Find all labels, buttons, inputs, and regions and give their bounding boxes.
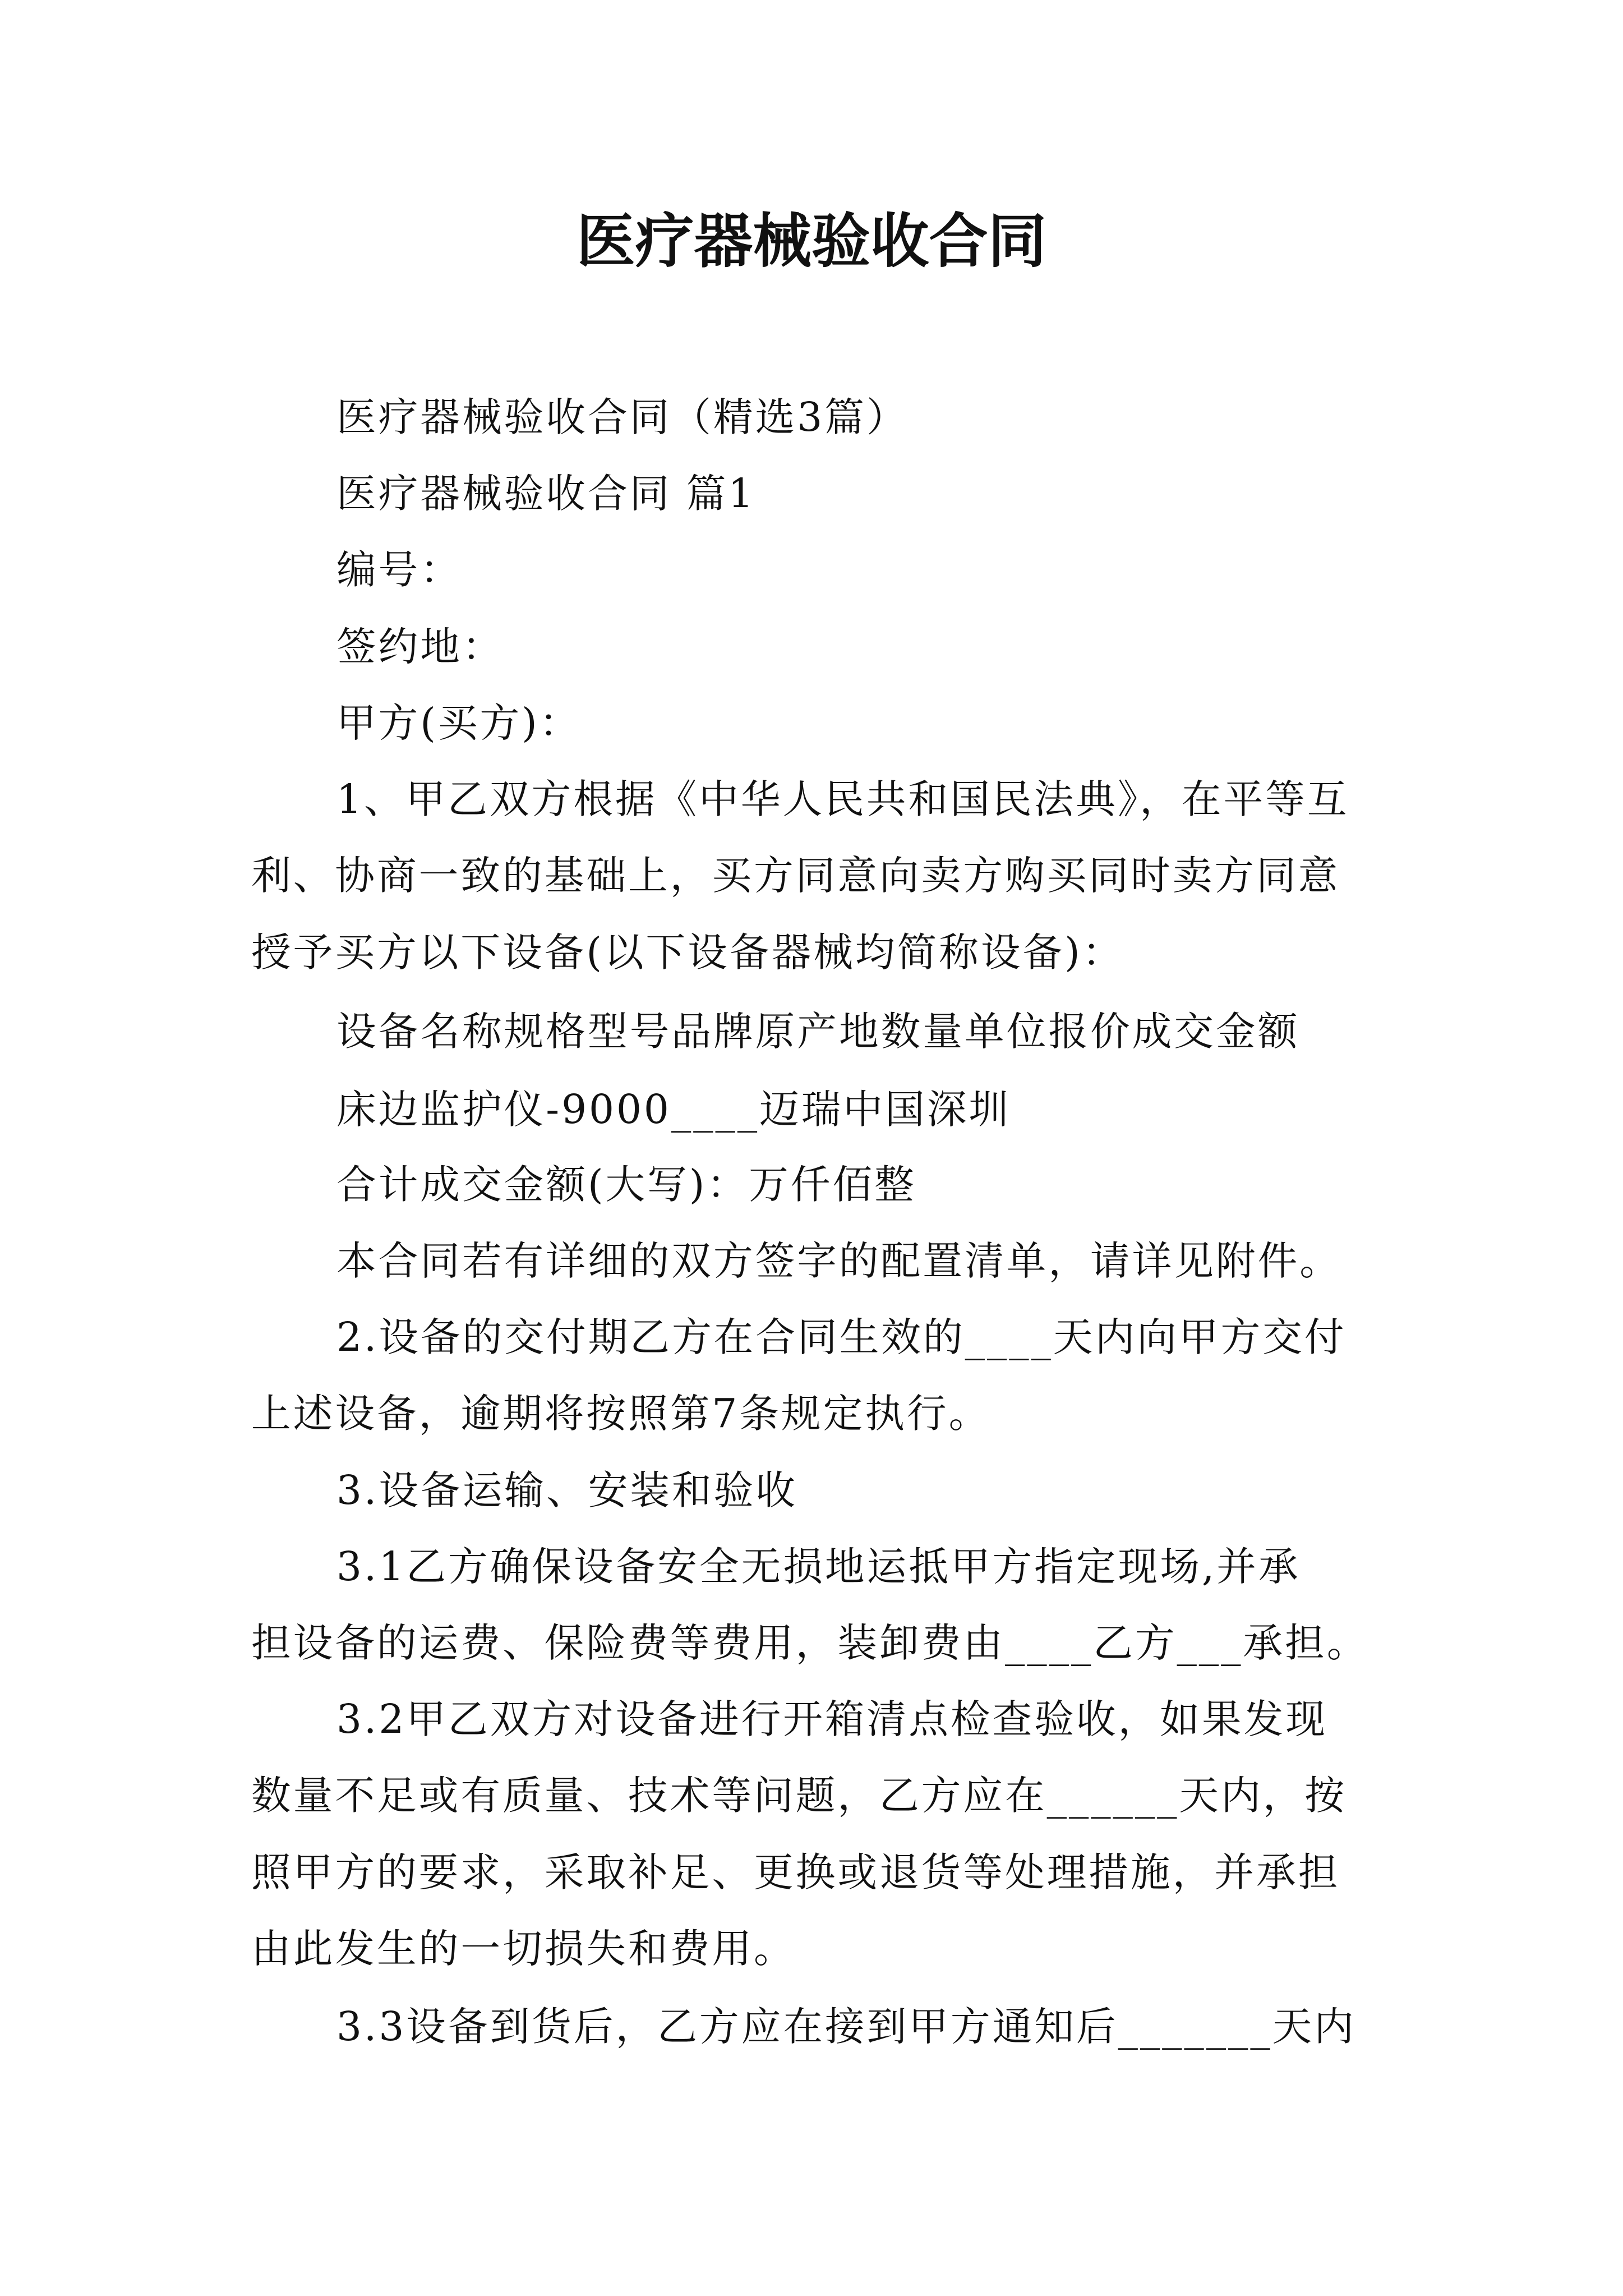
signing-place-label: 签约地： (336, 623, 504, 670)
document-title: 医疗器械验收合同 (576, 206, 1047, 275)
attachment-note: 本合同若有详细的双方签字的配置清单，请详见附件。 (336, 1237, 1341, 1284)
body-text-line: 3.3设备到货后，乙方应在接到甲方通知后_______天内 (336, 2003, 1356, 2050)
equipment-row: 床边监护仪-9000____迈瑞中国深圳 (336, 1085, 1011, 1133)
body-text-line: 照甲方的要求，采取补足、更换或退货等处理措施，并承担 (251, 1848, 1340, 1895)
body-text-line: 授予买方以下设备(以下设备器械均简称设备)： (251, 928, 1124, 976)
section-heading-line: 医疗器械验收合同 篇1 (336, 470, 756, 517)
body-text-line: 担设备的运费、保险费等费用，装卸费由____乙方___承担。 (251, 1619, 1369, 1666)
equipment-table-header: 设备名称规格型号品牌原产地数量单位报价成交金额 (336, 1008, 1300, 1055)
body-text-line: 数量不足或有质量、技术等问题，乙方应在______天内，按 (251, 1772, 1347, 1819)
body-text-line: 1、甲乙双方根据《中华人民共和国民法典》，在平等互 (336, 776, 1349, 823)
party-a-label: 甲方(买方)： (336, 699, 582, 746)
body-text-line: 2.设备的交付期乙方在合同生效的____天内向甲方交付 (336, 1314, 1347, 1361)
body-text-line: 利、协商一致的基础上，买方同意向卖方购买同时卖方同意 (251, 852, 1340, 899)
body-text-line: 由此发生的一切损失和费用。 (251, 1925, 796, 1972)
body-text-line: 3.2甲乙双方对设备进行开箱清点检查验收，如果发现 (336, 1696, 1327, 1743)
body-text-line: 上述设备，逾期将按照第7条规定执行。 (251, 1390, 991, 1437)
total-amount-line: 合计成交金额(大写)：万仟佰整 (336, 1161, 916, 1208)
contract-number-label: 编号： (336, 546, 462, 593)
clause-heading: 3.设备运输、安装和验收 (336, 1466, 797, 1513)
body-text-line: 3.1乙方确保设备安全无损地运抵甲方指定现场,并承 (336, 1543, 1301, 1590)
subtitle-line: 医疗器械验收合同（精选3篇） (336, 393, 909, 440)
